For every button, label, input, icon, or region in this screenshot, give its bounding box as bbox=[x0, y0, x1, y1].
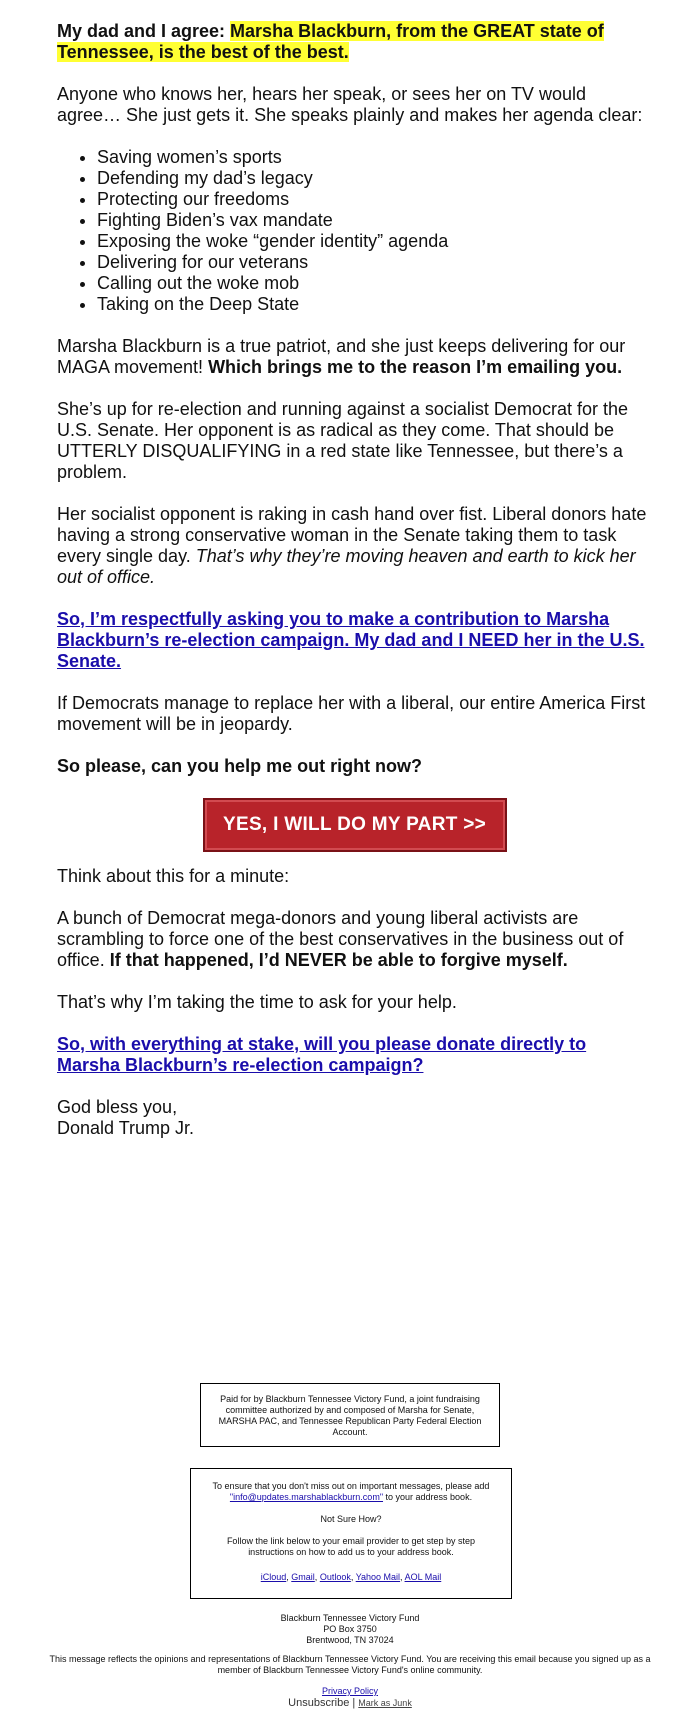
address-book-text-before: To ensure that you don't miss out on important messages, please add bbox=[212, 1481, 490, 1491]
contribution-link-paragraph bbox=[57, 609, 652, 672]
paragraph-3: She’s up for re-election and running against a socialist Democrat for the U.S. Senate. Her opponent is as radical as they come. That should be UTTERLY DISQUALIFYING in a red state like Tennessee, but there’s a problem. bbox=[57, 399, 628, 482]
agenda-item: • Defending my dad’s legacy bbox=[97, 168, 652, 189]
provider-separator: , bbox=[286, 1572, 292, 1582]
privacy-policy-link[interactable]: Privacy Policy bbox=[321, 1686, 378, 1696]
email-body bbox=[57, 21, 652, 1139]
agenda-item: • Calling out the woke mob bbox=[97, 273, 652, 294]
paragraph-2 bbox=[57, 336, 652, 378]
paragraph-4-italic: That’s why they’re moving heaven and earth to kick her out of office. bbox=[57, 546, 636, 587]
paid-for-box: Paid for by Blackburn Tennessee Victory Fund, a joint fundraising committee authorized by and composed of Marsha for Senate, MARSHA PAC, and Tennessee Republican Party Federal Election Account. bbox=[200, 1383, 500, 1447]
agenda-item: • Protecting our freedoms bbox=[97, 189, 652, 210]
intro-lead: My dad and I agree: bbox=[57, 21, 231, 41]
agenda-item: • Taking on the Deep State bbox=[97, 294, 652, 315]
footer-po-box: PO Box 3750 bbox=[323, 1624, 377, 1634]
not-sure-how: Not Sure How? bbox=[320, 1514, 382, 1524]
paragraph-4 bbox=[57, 504, 652, 588]
paragraph-6: Think about this for a minute: bbox=[57, 866, 290, 886]
provider-separator: , bbox=[314, 1572, 320, 1582]
footer-org: Blackburn Tennessee Victory Fund bbox=[280, 1613, 420, 1623]
provider-separator: , bbox=[350, 1572, 356, 1582]
address-book-instructions: Follow the link below to your email provider to get step by step instructions on how to add us to your address book. bbox=[226, 1536, 476, 1557]
agenda-item: • Delivering for our veterans bbox=[97, 252, 652, 273]
provider-link-yahoo[interactable]: Yahoo Mail bbox=[355, 1572, 401, 1582]
paragraph-1: Anyone who knows her, hears her speak, or sees her on TV would agree… She just gets it. She speaks plainly and makes her agenda clear: bbox=[57, 84, 643, 125]
intro-paragraph bbox=[57, 21, 652, 63]
provider-link-gmail[interactable]: Gmail bbox=[291, 1572, 315, 1582]
unsubscribe-row bbox=[40, 1697, 660, 1710]
signature bbox=[57, 1097, 652, 1139]
paragraph-8: That’s why I’m taking the time to ask for your help. bbox=[57, 992, 457, 1012]
address-book-text-after: to your address book. bbox=[383, 1492, 473, 1502]
provider-separator: , bbox=[400, 1572, 405, 1582]
provider-link-outlook[interactable]: Outlook bbox=[319, 1572, 351, 1582]
intro-highlight: Marsha Blackburn, from the GREAT state of Tennessee, is the best of the best. bbox=[57, 21, 604, 62]
address-book-text bbox=[203, 1481, 499, 1503]
address-book-box bbox=[190, 1468, 512, 1599]
donate-link-paragraph bbox=[57, 1034, 652, 1076]
paragraph-7-text: A bunch of Democrat mega-donors and young liberal activists are scrambling to force one of the best conservatives in the business out of office. bbox=[57, 908, 624, 970]
donate-link[interactable]: So, with everything at stake, will you please donate directly to Marsha Blackburn’s re-election campaign? bbox=[57, 1034, 587, 1075]
sender-email-link[interactable]: "info@updates.marshablackburn.com" bbox=[229, 1492, 384, 1502]
paragraph-4-text: Her socialist opponent is raking in cash hand over fist. Liberal donors hate having a strong conservative woman in the Senate taking them to task every single day. bbox=[57, 504, 647, 566]
footer-city: Brentwood, TN 37024 bbox=[306, 1635, 394, 1645]
provider-link-aol[interactable]: AOL Mail bbox=[404, 1572, 442, 1582]
paragraph-7 bbox=[57, 908, 652, 971]
provider-link-icloud[interactable]: iCloud bbox=[260, 1572, 287, 1582]
footer-disclaimer: This message reflects the opinions and representations of Blackburn Tennessee Victory Fund. You are receiving this email because you signed up as a member of Blackburn Tennessee Victory Fund's online community. bbox=[49, 1654, 651, 1675]
footer-divider: | bbox=[349, 1697, 359, 1709]
cta-button-row bbox=[57, 798, 652, 852]
ask-paragraph: So please, can you help me out right now? bbox=[57, 756, 423, 776]
paragraph-7-bold: If that happened, I’d NEVER be able to forgive myself. bbox=[109, 950, 568, 970]
signoff-line: God bless you, bbox=[57, 1097, 178, 1117]
paragraph-5: If Democrats manage to replace her with a liberal, our entire America First movement will be in jeopardy. bbox=[57, 693, 646, 734]
provider-links bbox=[203, 1572, 499, 1583]
agenda-item: • Exposing the woke “gender identity” agenda bbox=[97, 231, 652, 252]
agenda-item: • Fighting Biden’s vax mandate bbox=[97, 210, 652, 231]
mark-as-junk-link[interactable]: Mark as Junk bbox=[358, 1698, 412, 1708]
unsubscribe-link[interactable]: Unsubscribe bbox=[288, 1697, 350, 1709]
contribution-link[interactable]: So, I’m respectfully asking you to make a contribution to Marsha Blackburn’s re-election campaign. My dad and I NEED her in the U.S. Senate. bbox=[57, 609, 645, 671]
agenda-item: • Saving women’s sports bbox=[97, 147, 652, 168]
paragraph-2-text: Marsha Blackburn is a true patriot, and she just keeps delivering for our MAGA movement! bbox=[57, 336, 626, 377]
footer bbox=[40, 1613, 660, 1710]
agenda-list bbox=[57, 147, 652, 315]
do-my-part-button[interactable]: YES, I WILL DO MY PART >> bbox=[203, 798, 507, 852]
paragraph-2-bold: Which brings me to the reason I’m emailing you. bbox=[208, 357, 623, 377]
privacy-row bbox=[40, 1686, 660, 1697]
signoff-name: Donald Trump Jr. bbox=[57, 1118, 195, 1138]
